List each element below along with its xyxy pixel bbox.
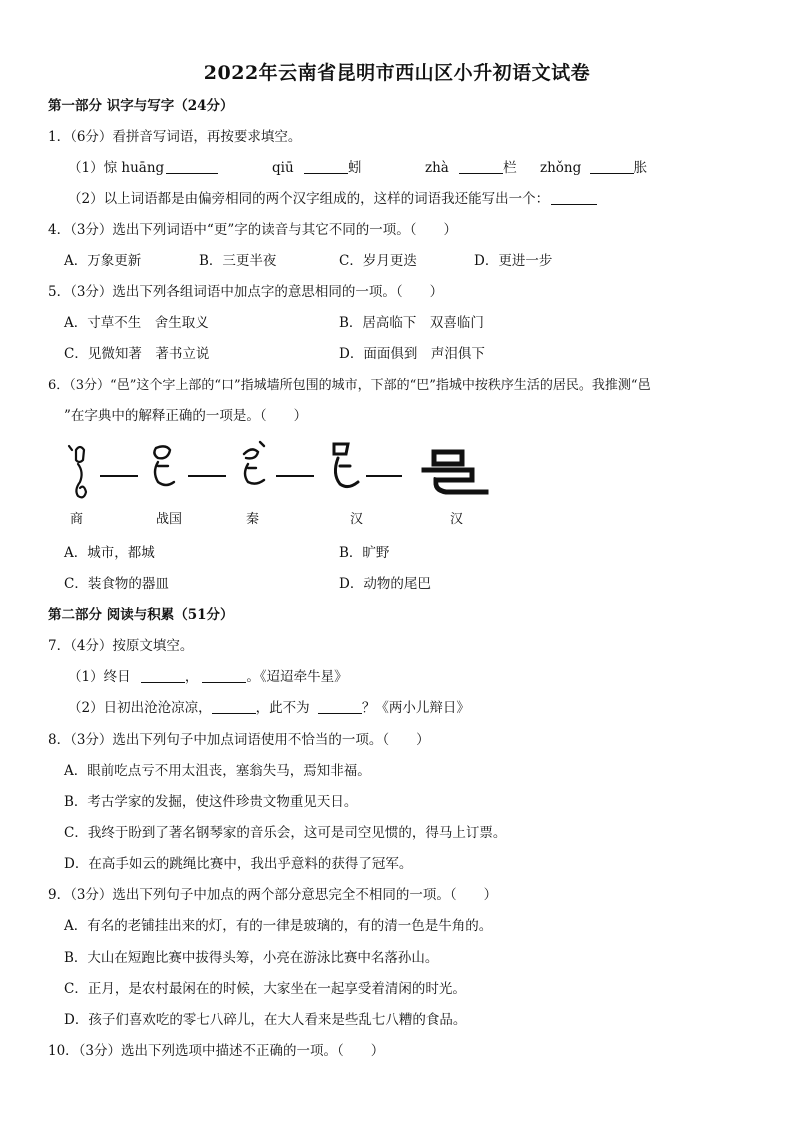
answer-blank[interactable] (551, 191, 597, 205)
glyph-shang (69, 446, 86, 497)
q7-sub2-a: （2）日初出沧沧凉凉， (68, 700, 212, 716)
glyph-zhanguo (154, 446, 174, 485)
glyph-qin (244, 442, 264, 484)
q1-sub1-c-group (425, 159, 517, 177)
q7-stem: 7．（4分）按原文填空。 (48, 638, 194, 654)
answer-blank[interactable] (304, 160, 348, 174)
q1-sub1-a: （1）惊 huāng (68, 160, 165, 176)
answer-blank[interactable] (141, 669, 185, 683)
q1-sub1 (68, 159, 218, 177)
q10-stem: 10．（3分）选出下列选项中描述不正确的一项。（ ） (48, 1043, 385, 1059)
evo-label-shang: 商 (70, 512, 84, 527)
evo-label-qin: 秦 (246, 512, 260, 527)
q1-sub2 (68, 190, 597, 208)
q5-stem: 5．（3分）选出下列各组词语中加点字的意思相同的一项。（ ） (48, 284, 444, 300)
q6-stem-line1: 6．（3分）“邑”这个字上部的“口”指城墙所包围的城市，下部的“巴”指城中按秩序生活的居民。我推测“邑 (48, 378, 651, 393)
q1-sub1-d-group (540, 159, 647, 177)
q9-option-a[interactable]: A．有名的老铺挂出来的灯，有的一律是玻璃的，有的清一色是牛角的。 (64, 918, 493, 934)
q1-sub1-d: zhǒng (540, 160, 582, 176)
answer-blank[interactable] (212, 700, 256, 714)
q9-option-b[interactable]: B．大山在短跑比赛中拔得头筹，小亮在游泳比赛中名落孙山。 (64, 950, 439, 966)
evo-label-han-2: 汉 (450, 512, 464, 527)
q8-option-d[interactable]: D．在高手如云的跳绳比赛中，我出乎意料的获得了冠军。 (64, 856, 413, 872)
q1-sub2-text: （2）以上词语都是由偏旁相同的两个汉字组成的，这样的词语我还能写出一个： (68, 191, 550, 207)
q5-option-c[interactable]: C．见微知著 著书立说 (64, 346, 210, 362)
glyph-han-2 (424, 452, 486, 492)
q9-stem: 9．（3分）选出下列句子中加点的两个部分意思完全不相同的一项。（ ） (48, 887, 498, 903)
q5-option-a[interactable]: A．寸草不生 舍生取义 (64, 315, 209, 331)
q6-option-d[interactable]: D．动物的尾巴 (339, 576, 431, 592)
q1-sub1-d-end: 胀 (633, 160, 648, 176)
part1-heading: 第一部分 识字与写字（24分） (48, 98, 234, 114)
q4-stem: 4．（3分）选出下列词语中“更”字的读音与其它不同的一项。（ ） (48, 222, 457, 238)
q9-option-d[interactable]: D．孩子们喜欢吃的零七八碎儿，在大人看来是些乱七八糟的食品。 (64, 1012, 467, 1028)
q1-sub1-c: zhà (425, 160, 449, 176)
q5-option-d[interactable]: D．面面俱到 声泪俱下 (339, 346, 485, 362)
q6-stem-line2: ”在字典中的解释正确的一项是。（ ） (64, 408, 308, 424)
q7-sub1-b: ， (184, 669, 199, 685)
q4-option-c[interactable]: C．岁月更迭 (339, 253, 417, 269)
page-title: 2022年云南省昆明市西山区小升初语文试卷 (203, 62, 591, 84)
q8-option-c[interactable]: C．我终于盼到了著名钢琴家的音乐会，这可是司空见惯的，得马上订票。 (64, 825, 507, 841)
q7-sub2-b: ，此不为 (255, 700, 310, 716)
q7-sub1-a: （1）终日 (68, 669, 131, 685)
q8-option-a[interactable]: A．眼前吃点亏不用太沮丧，塞翁失马，焉知非福。 (64, 763, 371, 779)
q6-option-a[interactable]: A．城市，都城 (64, 545, 155, 561)
q4-option-a[interactable]: A．万象更新 (64, 253, 142, 269)
answer-blank[interactable] (459, 160, 503, 174)
q1-stem: 1．（6分）看拼音写词语，再按要求填空。 (48, 129, 302, 145)
q4-option-b[interactable]: B．三更半夜 (199, 253, 277, 269)
answer-blank[interactable] (202, 669, 246, 683)
q7-sub2-c: ？《两小儿辩日》 (361, 700, 470, 716)
q1-sub1-b-group (272, 159, 361, 177)
evo-label-han-1: 汉 (350, 512, 364, 527)
q1-sub1-b-end: 蚓 (347, 160, 362, 176)
glyph-han-1 (334, 444, 358, 487)
q6-option-c[interactable]: C．装食物的器皿 (64, 576, 169, 592)
answer-blank[interactable] (318, 700, 362, 714)
q7-sub1 (68, 668, 348, 686)
q4-option-d[interactable]: D．更进一步 (474, 253, 553, 269)
answer-blank[interactable] (590, 160, 634, 174)
q9-option-c[interactable]: C．正月，是农村最闲在的时候，大家坐在一起享受着清闲的时光。 (64, 981, 466, 997)
answer-blank[interactable] (166, 160, 218, 174)
q8-stem: 8．（3分）选出下列句子中加点词语使用不恰当的一项。（ ） (48, 732, 430, 748)
q7-sub1-c: 。《迢迢牵牛星》 (246, 669, 348, 685)
evo-label-zhanguo: 战国 (156, 512, 183, 527)
part2-heading: 第二部分 阅读与积累（51分） (48, 607, 234, 623)
q5-option-b[interactable]: B．居高临下 双喜临门 (339, 315, 484, 331)
q7-sub2 (68, 699, 470, 717)
q1-sub1-c-end: 栏 (503, 160, 517, 176)
character-evolution-figure (62, 436, 502, 526)
q8-option-b[interactable]: B．考古学家的发掘，使这件珍贵文物重见天日。 (64, 794, 358, 810)
q1-sub1-b: qiū (272, 160, 294, 176)
q6-option-b[interactable]: B．旷野 (339, 545, 390, 561)
